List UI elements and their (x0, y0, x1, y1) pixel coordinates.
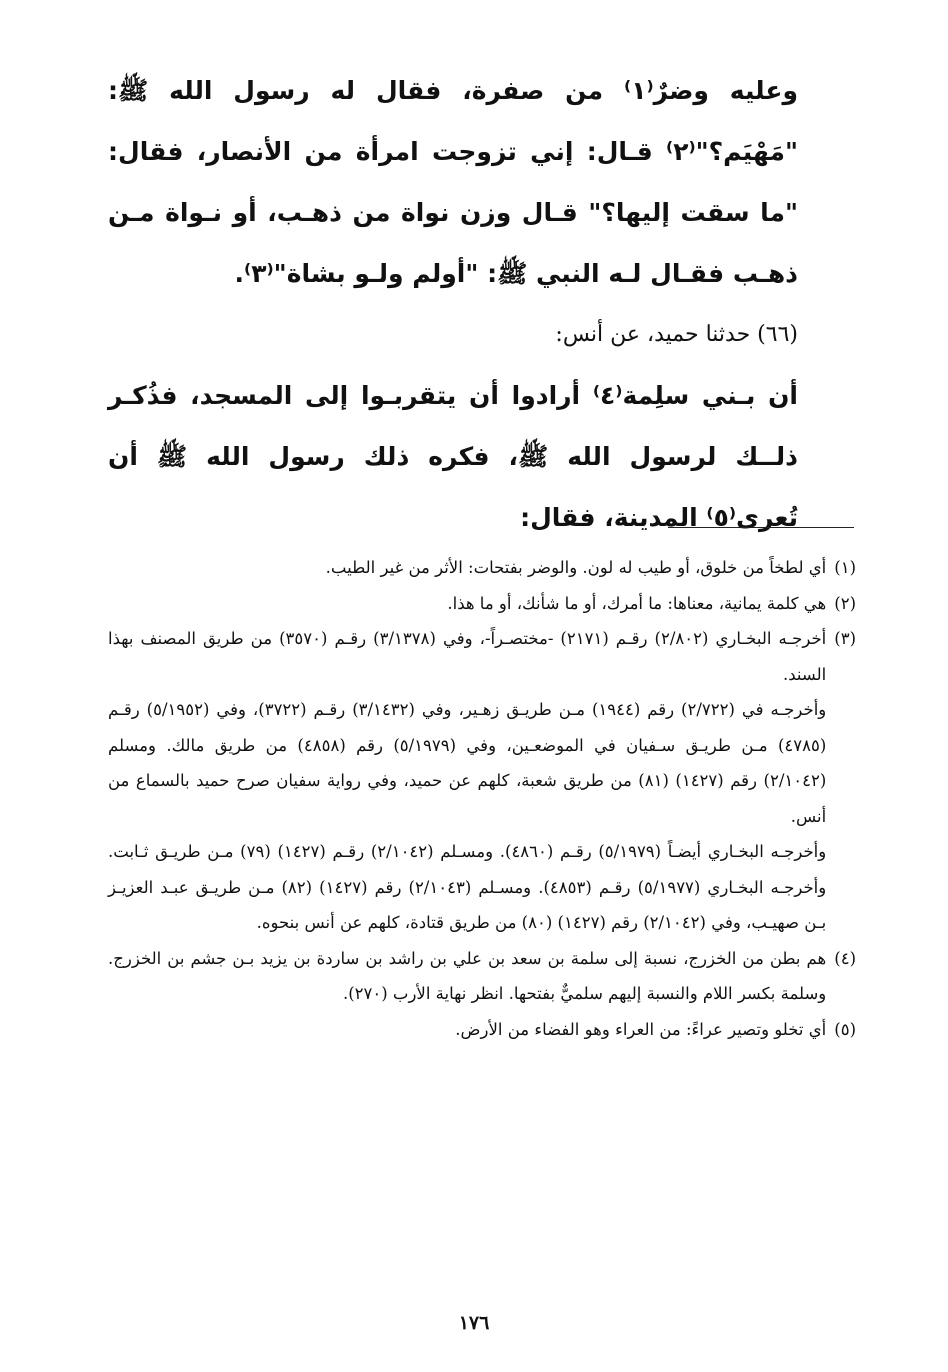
footnote-4 (108, 941, 856, 1012)
footnote-2 (108, 586, 856, 622)
hadith-heading: (٦٦) حدثنا حميد، عن أنس: (555, 322, 798, 347)
footnotes (108, 550, 856, 1047)
footnote-1 (108, 550, 856, 586)
footnote-3 (108, 621, 856, 941)
footnote-number: (١) (834, 558, 856, 577)
footnote-text: هم بطن من الخزرج، نسبة إلى سلمة بن سعد بن علي بن راشد بن ساردة بن يزيد بـن جشم بن الخزرج. وسلمة بكسر اللام والنسبة إليهم سلميٌّ بفتحها. انظر نهاية الأرب (٢٧٠). (108, 948, 827, 1003)
page-number: ١٧٦ (458, 1312, 490, 1334)
footnote-text: أي تخلو وتصير عراءً: من العراء وهو الفضاء من الأرض. (455, 1019, 827, 1039)
footnote-number: (٥) (834, 1019, 856, 1039)
footnote-separator (668, 527, 854, 528)
footnote-text: هي كلمة يمانية، معناها: ما أمرك، أو ما شأنك، أو ما هذا. (447, 593, 827, 613)
footnote-number: (٣) (834, 629, 856, 648)
footnote-text: وأخرجـه في (٢/٧٢٢) رقم (١٩٤٤) مـن طريـق زهـير، وفي (٣/١٤٣٢) رقـم (٣٧٢٢)، وفي (٥/١٩٥٢) رقـم (٤٧٨٥) مـن طريـق سـفيان في الموضعـين، وفي (٥/١٩٧٩) رقم (٤٨٥٨) من طريق مالك. ومسلم (٢/١٠٤٢) رقم (١٤٢٧) (٨١) من طريق شعبة، كلهم عن حميد، وفي رواية سفيان صرح حميد بالسماع من أنس. (108, 700, 827, 826)
footnote-number: (٤) (834, 948, 856, 968)
footnote-number: (٢) (834, 593, 856, 613)
main-paragraph-2: أن بـني سلِمة⁽٤⁾ أرادوا أن يتقربـوا إلى المسجد، فذُكـر ذلــك لرسول الله ﷺ، فكره ذلك رسول الله ﷺ أن تُعرى⁽٥⁾ المدينة، فقال: (108, 381, 798, 532)
footnote-5 (108, 1012, 856, 1048)
main-paragraph-1: وعليه وضرٌ⁽١⁾ من صفرة، فقال له رسول الله ﷺ: "مَهْيَم؟"⁽٢⁾ قـال: إني تزوجت امرأة من الأنصار، فقال: "ما سقت إليها؟" قـال وزن نواة من ذهـب، أو نـواة مـن ذهـب فقـال لـه النبي ﷺ: "أولم ولـو بشاة"⁽٣⁾. (108, 76, 798, 288)
footnote-text: أي لطخاً من خلوق، أو طيب له لون. والوضر بفتحات: الأثر من غير الطيب. (325, 558, 827, 577)
main-text (108, 60, 798, 548)
footnote-text: أخرجـه البخـاري (٢/٨٠٢) رقـم (٢١٧١) -مختصـراً-، وفي (٣/١٣٧٨) رقـم (٣٥٧٠) من طريق المصنف بهذا السند. (108, 629, 827, 684)
footnote-text: وأخرجـه البخـاري أيضـاً (٥/١٩٧٩) رقـم (٤٨٦٠). ومسـلم (٢/١٠٤٢) رقـم (١٤٢٧) (٧٩) مـن طريـق ثـابت. وأخرجـه البخـاري (٥/١٩٧٧) رقـم (٤٨٥٣). ومسـلم (٢/١٠٤٣) رقم (١٤٢٧) (٨٢) مـن طريـق عبـد العزيـز بـن صهيـب، وفي (٢/١٠٤٢) رقم (١٤٢٧) (٨٠) من طريق قتادة، كلهم عن أنس بنحوه. (108, 842, 827, 932)
